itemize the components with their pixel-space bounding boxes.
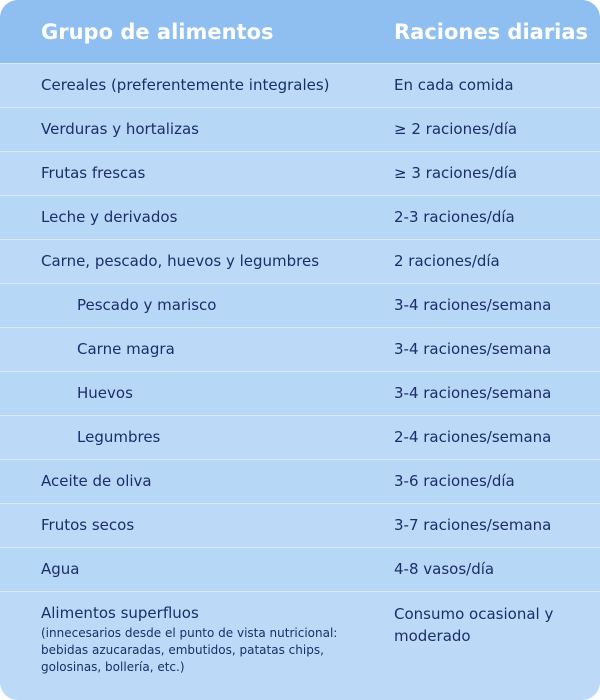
portion-cell: 3-4 raciones/semana: [394, 296, 552, 314]
table-row-sub: [0, 328, 600, 372]
table-header: [0, 0, 600, 64]
food-group-cell: Huevos: [77, 384, 133, 402]
table-row: [0, 64, 600, 108]
food-group-cell: Carne magra: [77, 340, 175, 358]
portion-cell: 3-7 raciones/semana: [394, 516, 552, 534]
food-group-cell: Frutos secos: [41, 516, 135, 534]
table-row: [0, 152, 600, 196]
food-group-cell: Verduras y hortalizas: [41, 120, 199, 138]
table-row-superfluous: [0, 592, 600, 700]
portion-cell: 2-4 raciones/semana: [394, 428, 552, 446]
table-row-sub: [0, 284, 600, 328]
table-row: [0, 460, 600, 504]
table-row: [0, 504, 600, 548]
table-row-sub: [0, 372, 600, 416]
table-row: [0, 240, 600, 284]
portion-cell: 2 raciones/día: [394, 252, 500, 270]
food-group-cell: Legumbres: [77, 428, 161, 446]
food-group-cell: Alimentos superfluos: [41, 604, 199, 622]
portion-cell: 3-4 raciones/semana: [394, 340, 552, 358]
food-group-cell: Frutas frescas: [41, 164, 146, 182]
food-group-cell: Carne, pescado, huevos y legumbres: [41, 252, 320, 270]
table-row: [0, 548, 600, 592]
portion-cell: En cada comida: [394, 76, 514, 94]
portion-cell: 2-3 raciones/día: [394, 208, 515, 226]
food-group-cell: Cereales (preferentemente integrales): [41, 76, 330, 94]
food-group-cell: Agua: [41, 560, 80, 578]
portion-cell: ≥ 2 raciones/día: [394, 120, 518, 138]
table-row: [0, 108, 600, 152]
portion-cell: 4-8 vasos/día: [394, 560, 495, 578]
header-daily-portions: Raciones diarias: [394, 20, 589, 44]
table-row: [0, 196, 600, 240]
table-row-sub: [0, 416, 600, 460]
food-group-note: (innecesarios desde el punto de vista nutricional: bebidas azucaradas, embutidos, patatas chips, golosinas, bollería, etc.): [41, 626, 338, 674]
food-group-cell: Aceite de oliva: [41, 472, 152, 490]
portion-cell: Consumo ocasional y moderado: [394, 605, 554, 645]
portion-cell: ≥ 3 raciones/día: [394, 164, 518, 182]
header-food-group: Grupo de alimentos: [41, 20, 274, 44]
portion-cell: 3-4 raciones/semana: [394, 384, 552, 402]
food-group-cell: Leche y derivados: [41, 208, 178, 226]
portion-cell: 3-6 raciones/día: [394, 472, 515, 490]
food-group-cell: Pescado y marisco: [77, 296, 217, 314]
